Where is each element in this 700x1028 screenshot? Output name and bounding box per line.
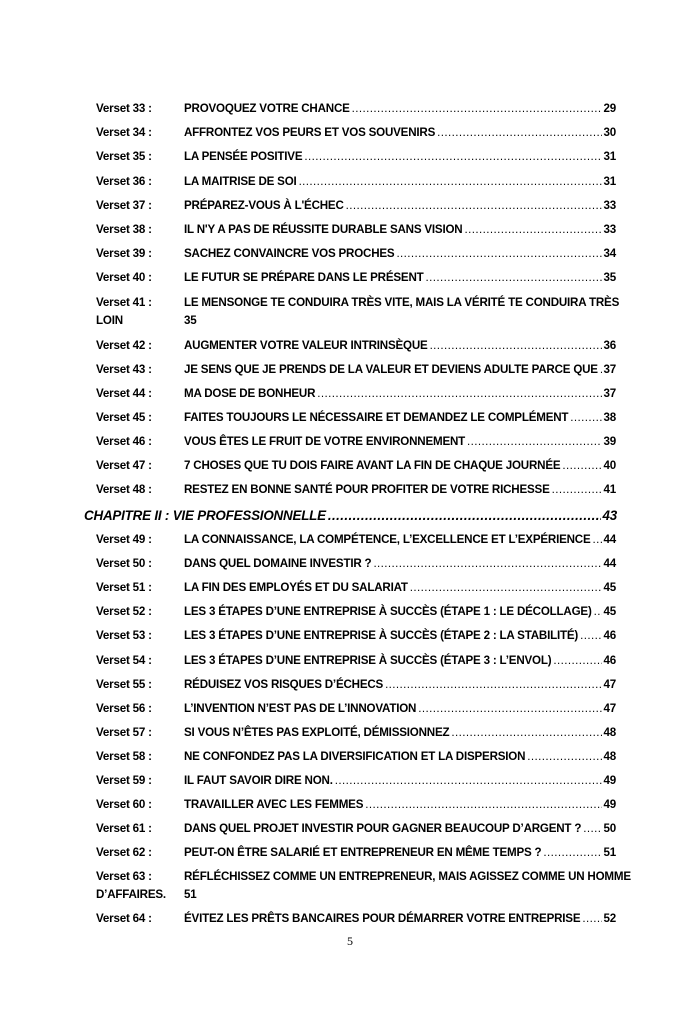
- verse-label: Verset 50 :: [96, 557, 152, 570]
- entry-title: L’INVENTION N’EST PAS DE L’INNOVATION: [184, 702, 417, 715]
- dot-leader: [580, 629, 601, 642]
- entry-title: LE FUTUR SE PRÉPARE DANS LE PRÉSENT: [184, 271, 424, 284]
- entry-title: PRÉPAREZ-VOUS À L'ÉCHEC: [184, 199, 344, 212]
- dot-leader: [543, 846, 601, 859]
- entry-title: SACHEZ CONVAINCRE VOS PROCHES: [184, 247, 395, 260]
- dot-leader: [304, 150, 601, 163]
- dot-leader: [426, 271, 602, 284]
- dot-leader: [335, 774, 602, 787]
- entry-title: RESTEZ EN BONNE SANTÉ POUR PROFITER DE VOTRE RICHESSE: [184, 483, 550, 496]
- verse-label: Verset 57 :: [96, 726, 152, 739]
- entry-title: IL FAUT SAVOIR DIRE NON.: [184, 774, 333, 787]
- page-ref: 50: [603, 822, 616, 835]
- page-ref: 40: [603, 459, 616, 472]
- page-ref: 30: [603, 126, 616, 139]
- page-ref: 31: [603, 150, 616, 163]
- verse-label-continued: LOIN: [96, 314, 123, 327]
- verse-label: Verset 48 :: [96, 483, 152, 496]
- verse-label: Verset 38 :: [96, 223, 152, 236]
- verse-label: Verset 56 :: [96, 702, 152, 715]
- entry-title: LES 3 ÉTAPES D’UNE ENTREPRISE À SUCCÈS (ÉTAPE 1 : LE DÉCOLLAGE): [184, 605, 592, 618]
- page-ref: 47: [603, 678, 616, 691]
- dot-leader: [352, 102, 602, 115]
- entry-title: JE SENS QUE JE PRENDS DE LA VALEUR ET DEVIENS ADULTE PARCE QUE: [184, 363, 598, 376]
- page-ref: 49: [603, 798, 616, 811]
- page-ref: 35: [184, 314, 197, 327]
- page-ref: 35: [603, 271, 616, 284]
- dot-leader: [467, 435, 601, 448]
- entry-title: RÉDUISEZ VOS RISQUES D’ÉCHECS: [184, 678, 384, 691]
- entry-title: DANS QUEL DOMAINE INVESTIR ?: [184, 557, 372, 570]
- verse-label: Verset 64 :: [96, 912, 152, 925]
- entry-title: LA FIN DES EMPLOYÉS ET DU SALARIAT: [184, 581, 408, 594]
- dot-leader: [385, 678, 601, 691]
- page-ref: 47: [603, 702, 616, 715]
- page-ref: 39: [603, 435, 616, 448]
- dot-leader: [346, 199, 602, 212]
- page-ref: 33: [603, 199, 616, 212]
- page-ref: 34: [603, 247, 616, 260]
- verse-label: Verset 63 :: [96, 870, 152, 883]
- entry-title: IL N'Y A PAS DE RÉUSSITE DURABLE SANS VISION: [184, 223, 463, 236]
- page-ref: 46: [603, 629, 616, 642]
- verse-label: Verset 52 :: [96, 605, 152, 618]
- verse-label: Verset 41 :: [96, 296, 152, 309]
- entry-title: AUGMENTER VOTRE VALEUR INTRINSÈQUE: [184, 339, 428, 352]
- page-ref: 43: [602, 508, 617, 523]
- verse-label: Verset 58 :: [96, 750, 152, 763]
- page-number: 5: [347, 934, 353, 948]
- entry-title: PROVOQUEZ VOTRE CHANCE: [184, 102, 350, 115]
- dot-leader: [430, 339, 602, 352]
- entry-title: VOUS ÊTES LE FRUIT DE VOTRE ENVIRONNEMENT: [184, 435, 466, 448]
- verse-label: Verset 45 :: [96, 411, 152, 424]
- page-ref: 49: [603, 774, 616, 787]
- entry-title: ÉVITEZ LES PRÊTS BANCAIRES POUR DÉMARRER VOTRE ENTREPRISE: [184, 912, 581, 925]
- page-ref: 51: [184, 888, 197, 901]
- entry-title: TRAVAILLER AVEC LES FEMMES: [184, 798, 364, 811]
- entry-title: LA CONNAISSANCE, LA COMPÉTENCE, L’EXCELLENCE ET L’EXPÉRIENCE: [184, 533, 591, 546]
- dot-leader: [451, 726, 601, 739]
- verse-label: Verset 60 :: [96, 798, 152, 811]
- page-ref: 52: [603, 912, 616, 925]
- verse-label: Verset 34 :: [96, 126, 152, 139]
- dot-leader: [593, 533, 602, 546]
- entry-title: LA MAITRISE DE SOI: [184, 175, 297, 188]
- page-ref: 38: [603, 411, 616, 424]
- verse-label: Verset 47 :: [96, 459, 152, 472]
- verse-label: Verset 42 :: [96, 339, 152, 352]
- dot-leader: [418, 702, 601, 715]
- dot-leader: [562, 459, 601, 472]
- page-ref: 29: [603, 102, 616, 115]
- page-ref: 36: [603, 339, 616, 352]
- page-ref: 44: [603, 533, 616, 546]
- dot-leader: [527, 750, 601, 763]
- page-ref: 45: [603, 605, 616, 618]
- chapter-title: CHAPITRE II : VIE PROFESSIONNELLE: [84, 508, 326, 523]
- dot-leader: [583, 822, 601, 835]
- verse-label: Verset 35 :: [96, 150, 152, 163]
- dot-leader: [600, 363, 602, 376]
- entry-title: MA DOSE DE BONHEUR: [184, 387, 316, 400]
- page-ref: 37: [603, 363, 616, 376]
- entry-title: RÉFLÉCHISSEZ COMME UN ENTREPRENEUR, MAIS AGISSEZ COMME UN HOMME: [184, 870, 631, 883]
- page-ref: 44: [603, 557, 616, 570]
- entry-title: LES 3 ÉTAPES D’UNE ENTREPRISE À SUCCÈS (ÉTAPE 2 : LA STABILITÉ): [184, 629, 579, 642]
- dot-leader: [594, 605, 602, 618]
- page-ref: 33: [603, 223, 616, 236]
- dot-leader: [553, 654, 601, 667]
- entry-title: FAITES TOUJOURS LE NÉCESSAIRE ET DEMANDEZ LE COMPLÉMENT: [184, 411, 569, 424]
- entry-title: LE MENSONGE TE CONDUIRA TRÈS VITE, MAIS LA VÉRITÉ TE CONDUIRA TRÈS: [184, 296, 620, 309]
- dot-leader: [582, 912, 601, 925]
- verse-label: Verset 62 :: [96, 846, 152, 859]
- entry-title: PEUT-ON ÊTRE SALARIÉ ET ENTREPRENEUR EN MÊME TEMPS ?: [184, 846, 542, 859]
- verse-label: Verset 46 :: [96, 435, 152, 448]
- verse-label: Verset 51 :: [96, 581, 152, 594]
- verse-label: Verset 54 :: [96, 654, 152, 667]
- dot-leader: [552, 483, 602, 496]
- dot-leader: [437, 126, 601, 139]
- verse-label: Verset 33 :: [96, 102, 152, 115]
- dot-leader: [328, 508, 601, 523]
- dot-leader: [299, 175, 602, 188]
- page-ref: 37: [603, 387, 616, 400]
- page-ref: 31: [603, 175, 616, 188]
- dot-leader: [373, 557, 601, 570]
- verse-label: Verset 39 :: [96, 247, 152, 260]
- entry-title: AFFRONTEZ VOS PEURS ET VOS SOUVENIRS: [184, 126, 436, 139]
- entry-title: NE CONFONDEZ PAS LA DIVERSIFICATION ET LA DISPERSION: [184, 750, 526, 763]
- chapter-heading[interactable]: [84, 508, 617, 523]
- verse-label: Verset 36 :: [96, 175, 152, 188]
- verse-label: Verset 55 :: [96, 678, 152, 691]
- verse-label: Verset 61 :: [96, 822, 152, 835]
- page-ref: 48: [603, 726, 616, 739]
- entry-title: LES 3 ÉTAPES D’UNE ENTREPRISE À SUCCÈS (ÉTAPE 3 : L’ENVOL): [184, 654, 552, 667]
- verse-label: Verset 40 :: [96, 271, 152, 284]
- verse-label: Verset 43 :: [96, 363, 152, 376]
- page-ref: 45: [603, 581, 616, 594]
- page-ref: 51: [603, 846, 616, 859]
- dot-leader: [410, 581, 602, 594]
- dot-leader: [317, 387, 601, 400]
- verse-label: Verset 49 :: [96, 533, 152, 546]
- verse-label: Verset 53 :: [96, 629, 152, 642]
- verse-label: Verset 37 :: [96, 199, 152, 212]
- entry-title: 7 CHOSES QUE TU DOIS FAIRE AVANT LA FIN DE CHAQUE JOURNÉE: [184, 459, 561, 472]
- page-ref: 41: [603, 483, 616, 496]
- entry-title: SI VOUS N’ÊTES PAS EXPLOITÉ, DÉMISSIONNEZ: [184, 726, 450, 739]
- verse-label: Verset 44 :: [96, 387, 152, 400]
- dot-leader: [396, 247, 601, 260]
- page-ref: 46: [603, 654, 616, 667]
- entry-title: LA PENSÉE POSITIVE: [184, 150, 303, 163]
- dot-leader: [365, 798, 601, 811]
- entry-title: DANS QUEL PROJET INVESTIR POUR GAGNER BEAUCOUP D’ARGENT ?: [184, 822, 582, 835]
- dot-leader: [570, 411, 601, 424]
- page-ref: 48: [603, 750, 616, 763]
- dot-leader: [464, 223, 601, 236]
- verse-label: Verset 59 :: [96, 774, 152, 787]
- verse-label-continued: D’AFFAIRES.: [96, 888, 166, 901]
